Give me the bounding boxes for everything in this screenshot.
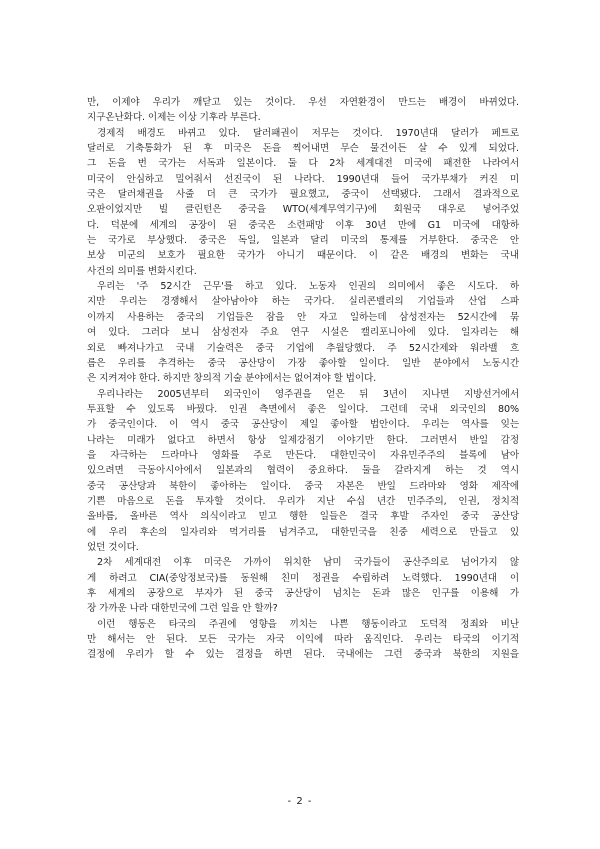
text-line: 결정에 우리가 할 수 있는 결정을 하면 된다. 국내에는 그런 중국과 북한의 지원을 — [87, 649, 519, 661]
text-line: 에 우리 후손의 일자리와 먹거리를 넘겨주고, 대한민국을 친중 세력으로 만들고 있 — [87, 526, 519, 538]
text-line: 올바름, 올바른 역사 의식이라고 믿고 행한 일들은 결국 후발 주자인 중국 공산당 — [87, 511, 519, 523]
page-number: - 2 - — [287, 796, 313, 807]
text-line: 만 해서는 안 된다. 모든 국가는 자국 이익에 따라 움직인다. 우리는 타국의 이기적 — [87, 634, 519, 646]
text-line: 장 가까운 나라 대한민국에 그런 일을 안 할까? — [87, 603, 278, 615]
text-line: 이런 행동은 타국의 주권에 영향을 끼치는 나쁜 행동이라고 도덕적 정죄와 비난 — [97, 618, 519, 630]
text-line: 경제적 배경도 바뀌고 있다. 달러패권이 저무는 것이다. 1970년대 달러가 페트로 — [97, 127, 519, 139]
text-line: 사건의 의미를 변화시킨다. — [87, 265, 197, 277]
text-line: 우리나라는 2005년부터 외국인이 영주권을 얻은 뒤 3년이 지나면 지방선거에서 — [97, 388, 519, 400]
text-line: 그 돈을 번 국가는 서독과 일본이다. 둘 다 2차 세계대전 미국에 패전한 나라여서 — [87, 158, 519, 170]
text-line: 후 세계의 공장으로 부자가 된 중국 공산당이 넘치는 돈과 많은 인구를 이용해 가 — [87, 588, 519, 599]
text-line: 었던 것이다. — [87, 541, 139, 553]
text-line: 보상 미군의 보호가 필요한 국가가 아니기 때문이다. 이 같은 배경의 변화는 국내 — [87, 250, 519, 262]
text-line: 다. 덕분에 세계의 공장이 된 중국은 소련패망 이후 30년 만에 G1 미국에 대항하 — [87, 219, 519, 231]
text-line: 2차 세계대전 이후 미국은 가까이 위치한 남미 국가들이 공산주의로 넘어가지 않 — [97, 557, 519, 569]
text-line: 오판이었지만 빌 클린턴은 중국을 WTO(세계무역기구)에 회원국 대우로 넣어주었 — [87, 204, 519, 216]
text-line: 지구온난화다. 이제는 이상 기후라 부른다. — [87, 112, 261, 124]
text-line: 을 자극하는 드라마나 영화를 주로 만든다. 대한민국이 자유민주주의 블록에 남아 — [87, 449, 519, 461]
text-line: 는 국가로 부상했다. 중국은 독일, 일본과 달리 미국의 통제를 거부한다. 중국은 안 — [87, 235, 519, 247]
text-line: 외로 빠져나가고 국내 기술력은 중국 기업에 추월당했다. 주 52시간제와 워라밸 흐 — [87, 342, 519, 354]
text-line: 이까지 사용하는 중국의 기업들은 잠을 안 자고 일하는데 삼성전자는 52시간에 묶 — [87, 311, 519, 323]
text-line: 은 지켜져야 한다. 하지만 창의적 기술 분야에서는 없어져야 할 법이다. — [87, 373, 377, 385]
text-line: 중국 공산당과 북한이 좋아하는 일이다. 중국 자본은 반일 드라마와 영화 제작에 — [87, 480, 519, 492]
text-line: 달러로 기축통화가 된 후 미국은 돈을 찍어내면 무슨 물건이든 살 수 있게 되었다. — [87, 143, 519, 155]
text-line: 나라는 미래가 없다고 하면서 항상 일제강점기 이야기만 한다. 그러면서 반일 감정 — [87, 434, 519, 446]
text-line: 가 중국인이다. 이 역시 중국 공산당이 제일 좋아할 법안이다. 우리는 역사를 잊는 — [87, 419, 519, 431]
text-line: 만, 이제야 우리가 깨닫고 있는 것이다. 우선 자연환경이 만드는 배경이 바뀌었다. — [87, 97, 519, 108]
text-line: 기쁜 마음으로 돈을 투자할 것이다. 우리가 지난 수십 년간 민주주의, 인권, 정치적 — [87, 495, 519, 507]
text-line: 국은 달러채권을 사줄 더 큰 국가가 필요했고, 중국이 선택됐다. 그래서 결과적으로 — [87, 189, 519, 201]
text-line: 여 있다. 그러다 보니 삼성전자 주요 연구 시설은 캘리포니아에 있다. 일자리는 해 — [87, 327, 519, 339]
text-line: 미국이 안심하고 밀어줘서 선진국이 된 나라다. 1990년대 들어 국가부채가 커진 미 — [87, 173, 519, 185]
text-line: 있으려면 극동아시아에서 일본과의 협력이 중요하다. 둘을 갈라지게 하는 것 역시 — [87, 465, 519, 477]
text-line: 우리는 '주 52시간 근무'를 하고 있다. 노동자 인권의 의미에서 좋은 시도다. 하 — [97, 281, 519, 293]
text-line: 지만 우리는 경쟁해서 살아남아야 하는 국가다. 실리콘밸리의 기업들과 산업 스파 — [87, 296, 519, 308]
text-line: 투표할 수 있도록 바꿨다. 인권 측면에서 좋은 일이다. 그런데 국내 외국인의 80% — [87, 403, 519, 415]
text-line: 름은 우리를 추격하는 중국 공산당이 가장 좋아할 일이다. 일반 분야에서 노동시간 — [87, 357, 519, 369]
body-text — [87, 95, 519, 663]
text-line: 게 하려고 CIA(중앙정보국)를 동원해 친미 정권을 수립하려 노력했다. 1990년대 이 — [87, 572, 519, 584]
